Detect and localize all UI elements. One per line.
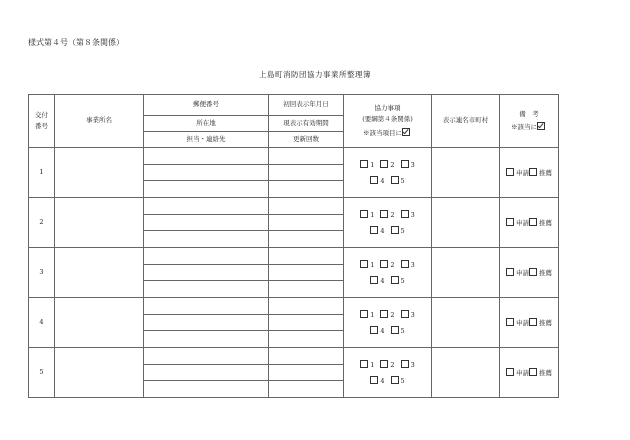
checkbox[interactable] [529,218,537,226]
address-cell[interactable] [144,265,269,281]
municipality-cell[interactable] [432,298,500,348]
checkbox[interactable] [380,160,388,168]
business-name-cell[interactable] [55,298,144,348]
header-contact: 担当・連絡先 [144,132,269,148]
postal-code-cell[interactable] [144,198,269,215]
cooperation-options [344,148,432,198]
table-row [29,248,559,265]
valid-period-cell[interactable] [269,165,344,181]
checkbox[interactable] [401,260,409,268]
option-label: 2 [390,361,395,370]
checkbox[interactable] [401,160,409,168]
cooperation-options [344,198,432,248]
remarks-options [500,198,559,248]
row-number: 1 [29,148,55,198]
cooperation-options [344,348,432,398]
postal-code-cell[interactable] [144,148,269,165]
contact-cell[interactable] [144,181,269,198]
checkbox[interactable] [360,360,368,368]
postal-code-cell[interactable] [144,348,269,365]
renewal-count-cell[interactable] [269,281,344,298]
header-first-display-date: 初回表示年月日 [269,95,344,116]
option-label: 5 [400,276,405,285]
checkbox[interactable] [529,168,537,176]
first-display-date-cell[interactable] [269,348,344,365]
checkbox[interactable] [529,368,537,376]
checkbox[interactable] [391,176,399,184]
checkbox[interactable] [529,268,537,276]
option-label: 3 [410,361,415,370]
option-label: 4 [380,176,385,185]
renewal-count-cell[interactable] [269,181,344,198]
municipality-cell[interactable] [432,348,500,398]
checkbox[interactable] [380,310,388,318]
business-name-cell[interactable] [55,198,144,248]
remark-option-label: 申請 [516,268,529,277]
header-municipality: 表示連名市町村 [432,95,500,148]
remark-option-label: 申請 [516,218,529,227]
renewal-count-cell[interactable] [269,331,344,348]
valid-period-cell[interactable] [269,215,344,231]
header-business-name: 事業所名 [55,95,144,148]
checkbox[interactable] [380,260,388,268]
header-remarks: 備 考 ※該当に [500,95,559,148]
address-cell[interactable] [144,315,269,331]
checkbox[interactable] [506,368,514,376]
option-label: 4 [380,226,385,235]
checkbox[interactable] [380,360,388,368]
table-row [29,198,559,215]
checkbox[interactable] [370,226,378,234]
register-table [28,94,559,398]
option-label: 5 [400,326,405,335]
option-label: 2 [390,261,395,270]
checkbox[interactable] [360,260,368,268]
first-display-date-cell[interactable] [269,198,344,215]
first-display-date-cell[interactable] [269,148,344,165]
option-label: 2 [390,311,395,320]
row-number: 4 [29,298,55,348]
checkmark-icon [537,122,545,130]
checkbox[interactable] [370,376,378,384]
business-name-cell[interactable] [55,248,144,298]
row-number: 3 [29,248,55,298]
checkbox[interactable] [401,210,409,218]
option-label: 1 [370,161,375,170]
option-label: 3 [410,261,415,270]
business-name-cell[interactable] [55,348,144,398]
option-label: 4 [380,276,385,285]
option-label: 2 [390,161,395,170]
header-number: 交付 番号 [29,95,55,148]
remarks-options [500,348,559,398]
row-number: 5 [29,348,55,398]
checkbox[interactable] [360,210,368,218]
row-number: 2 [29,198,55,248]
checkbox[interactable] [391,226,399,234]
remarks-options [500,298,559,348]
checkbox[interactable] [370,326,378,334]
valid-period-cell[interactable] [269,265,344,281]
option-label: 5 [400,176,405,185]
remarks-options [500,148,559,198]
remark-option-label: 申請 [516,318,529,327]
contact-cell[interactable] [144,331,269,348]
remark-option-label: 申請 [516,168,529,177]
remark-option-label: 推薦 [539,168,552,177]
checkbox[interactable] [391,276,399,284]
checkbox[interactable] [529,318,537,326]
option-label: 1 [370,211,375,220]
checkbox[interactable] [380,210,388,218]
business-name-cell[interactable] [55,148,144,198]
municipality-cell[interactable] [432,198,500,248]
checkbox[interactable] [506,218,514,226]
option-label: 5 [400,376,405,385]
renewal-count-cell[interactable] [269,381,344,398]
header-cooperation-items: 協力事項 (要綱第４条関係) ※該当項目に [344,95,432,148]
option-label: 2 [390,211,395,220]
header-valid-period: 現表示有効期間 [269,116,344,132]
table-row [29,298,559,315]
remark-option-label: 推薦 [539,268,552,277]
checkbox[interactable] [360,160,368,168]
contact-cell[interactable] [144,381,269,398]
contact-cell[interactable] [144,281,269,298]
header-address: 所在地 [144,116,269,132]
address-cell[interactable] [144,215,269,231]
remark-option-label: 推薦 [539,368,552,377]
checkbox[interactable] [506,318,514,326]
checkmark-icon [402,128,410,136]
remark-option-label: 申請 [516,368,529,377]
cooperation-options [344,298,432,348]
header-postal-code: 郵便番号 [144,95,269,116]
checkbox[interactable] [370,176,378,184]
option-label: 1 [370,311,375,320]
first-display-date-cell[interactable] [269,298,344,315]
postal-code-cell[interactable] [144,298,269,315]
cooperation-options [344,248,432,298]
header-renewal-count: 更新回数 [269,132,344,148]
renewal-count-cell[interactable] [269,231,344,248]
checkbox[interactable] [360,310,368,318]
checkbox[interactable] [391,326,399,334]
form-number: 様式第４号（第８条関係） [28,38,124,47]
table-row [29,148,559,165]
table-row [29,348,559,365]
remarks-options [500,248,559,298]
checkbox[interactable] [401,310,409,318]
option-label: 3 [410,211,415,220]
option-label: 4 [380,326,385,335]
option-label: 3 [410,161,415,170]
document-title: 上島町消防団協力事業所整理簿 [259,70,371,79]
remark-option-label: 推薦 [539,218,552,227]
option-label: 5 [400,226,405,235]
postal-code-cell[interactable] [144,248,269,265]
checkbox[interactable] [391,376,399,384]
remark-option-label: 推薦 [539,318,552,327]
checkbox[interactable] [401,360,409,368]
option-label: 1 [370,361,375,370]
checkbox[interactable] [506,168,514,176]
address-cell[interactable] [144,165,269,181]
option-label: 3 [410,311,415,320]
option-label: 1 [370,261,375,270]
first-display-date-cell[interactable] [269,248,344,265]
address-cell[interactable] [144,365,269,381]
valid-period-cell[interactable] [269,365,344,381]
municipality-cell[interactable] [432,248,500,298]
valid-period-cell[interactable] [269,315,344,331]
contact-cell[interactable] [144,231,269,248]
option-label: 4 [380,376,385,385]
checkbox[interactable] [506,268,514,276]
municipality-cell[interactable] [432,148,500,198]
checkbox[interactable] [370,276,378,284]
